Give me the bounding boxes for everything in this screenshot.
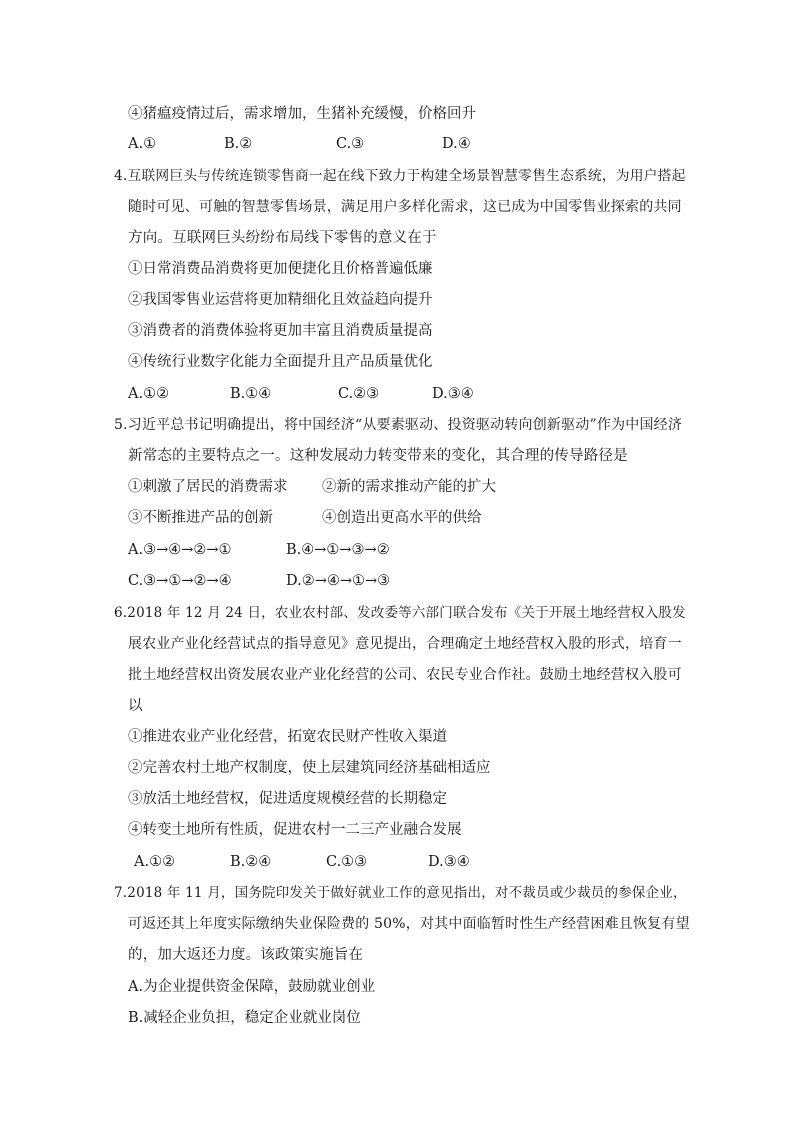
q4-item-2: ②我国零售业运营将更加精细化且效益趋向提升 — [128, 292, 433, 308]
q4-stem-line-1: 4.互联网巨头与传统连锁零售商一起在线下致力于构建全场景智慧零售生态系统，为用户搭起 — [114, 168, 686, 184]
q6-stem-line-4: 以 — [128, 698, 143, 714]
q7-option-b: B.减轻企业负担，稳定企业就业岗位 — [128, 1010, 361, 1026]
q3-option-a: A.① — [128, 136, 157, 152]
q5-option-d: D.②→④→①→③ — [286, 573, 391, 589]
q6-stem-line-1: 6.2018 年 12 月 24 日，农业农村部、发改委等六部门联合发布《关于开展土地经营权入股发 — [114, 605, 686, 621]
q6-item-3: ③放活土地经营权，促进适度规模经营的长期稳定 — [128, 791, 447, 807]
q6-option-c: C.①③ — [326, 854, 368, 870]
q4-item-3: ③消费者的消费体验将更加丰富且消费质量提高 — [128, 323, 433, 339]
q4-item-4: ④传统行业数字化能力全面提升且产品质量优化 — [128, 354, 433, 370]
q6-stem-line-3: 批土地经营权出资发展农业产业化经营的公司、农民专业合作社。鼓励土地经营权入股可 — [128, 667, 682, 683]
q7-stem-line-1: 7.2018 年 11 月，国务院印发关于做好就业工作的意见指出，对不裁员或少裁员的参保企业， — [114, 885, 687, 901]
q5-option-c: C.③→①→②→④ — [128, 573, 232, 589]
q4-stem-line-2: 随时可见、可触的智慧零售场景，满足用户多样化需求，这已成为中国零售业探索的共同 — [128, 199, 682, 215]
q6-item-1: ①推进农业产业化经营，拓宽农民财产性收入渠道 — [128, 729, 447, 745]
q6-option-b: B.②④ — [230, 854, 272, 870]
q7-stem-line-2: 可返还其上年度实际缴纳失业保险费的 50%，对其中面临暂时性生产经营困难且恢复有望 — [128, 916, 690, 932]
q3-option-b: B.② — [224, 136, 253, 152]
q6-stem-line-2: 展农业产业化经营试点的指导意见》意见提出，合理确定土地经营权入股的形式，培育一 — [128, 636, 682, 652]
q5-option-b: B.④→①→③→② — [286, 542, 390, 558]
q3-item-4: ④猪瘟疫情过后，需求增加，生猪补充缓慢，价格回升 — [128, 106, 476, 122]
q4-option-b: B.①④ — [230, 386, 272, 402]
q3-option-d: D.④ — [442, 136, 471, 152]
q4-item-1: ①日常消费品消费将更加便捷化且价格普遍低廉 — [128, 261, 433, 277]
q5-stem-line-1: 5.习近平总书记明确提出，将中国经济“从要素驱动、投资驱动转向创新驱动”作为中国经济 — [114, 417, 683, 433]
q5-item-3: ③不断推进产品的创新 — [128, 510, 273, 526]
q6-option-d: D.③④ — [428, 854, 470, 870]
q7-stem-line-3: 的，加大返还力度。该政策实施旨在 — [128, 947, 364, 963]
q5-stem-line-2: 新常态的主要特点之一。这种发展动力转变带来的变化，其合理的传导路径是 — [128, 448, 628, 464]
q4-option-a: A.①② — [128, 386, 170, 402]
q5-option-a: A.③→④→②→① — [128, 542, 232, 558]
q5-item-2: ②新的需求推动产能的扩大 — [322, 479, 496, 495]
q3-option-c: C.③ — [336, 136, 365, 152]
q4-option-c: C.②③ — [338, 386, 380, 402]
q6-option-a: A.①② — [134, 854, 176, 870]
q5-item-4: ④创造出更高水平的供给 — [322, 510, 482, 526]
q4-stem-line-3: 方向。互联网巨头纷纷布局线下零售的意义在于 — [128, 230, 437, 246]
q4-option-d: D.③④ — [432, 386, 474, 402]
q6-item-4: ④转变土地所有性质，促进农村一二三产业融合发展 — [128, 822, 462, 838]
q5-item-1: ①刺激了居民的消费需求 — [128, 479, 288, 495]
q7-option-a: A.为企业提供资金保障，鼓励就业创业 — [128, 979, 376, 995]
q6-item-2: ②完善农村土地产权制度，使上层建筑同经济基础相适应 — [128, 760, 491, 776]
